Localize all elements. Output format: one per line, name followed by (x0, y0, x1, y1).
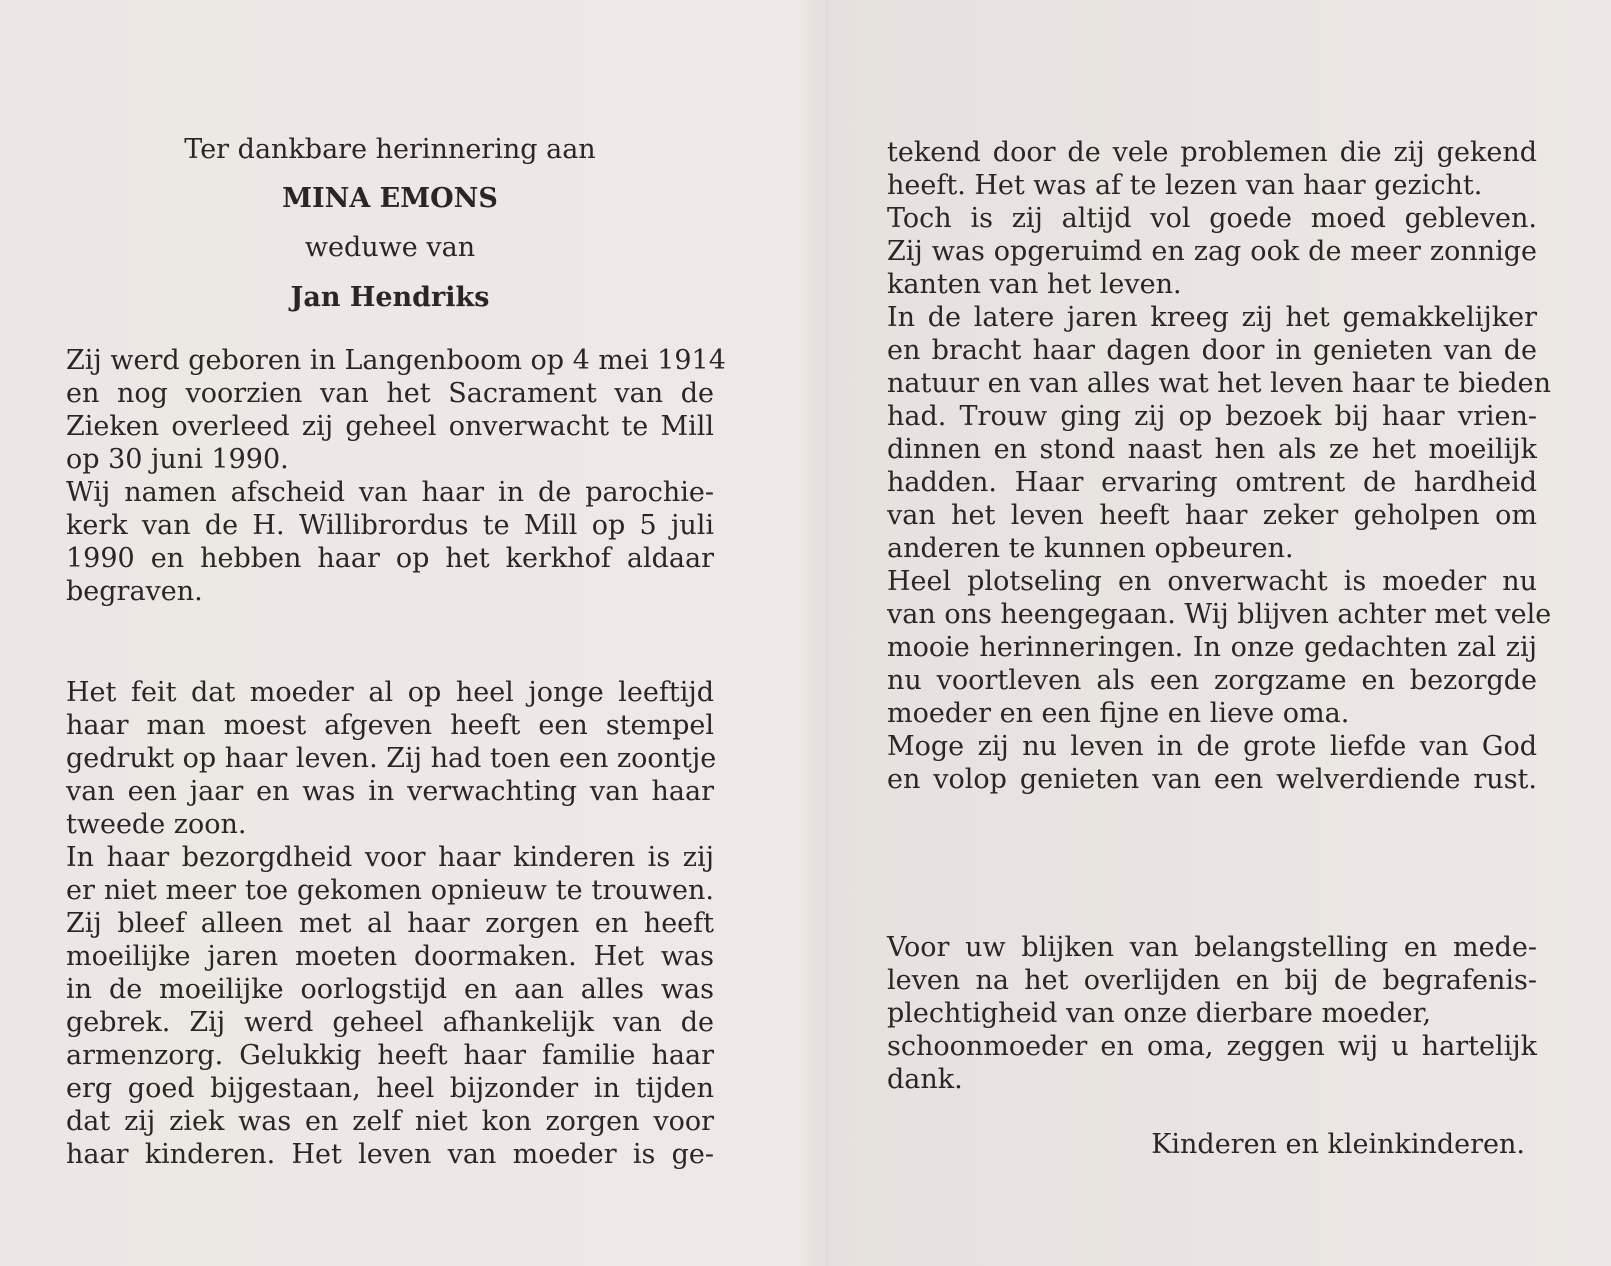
right-page (887, 136, 1552, 1161)
text-line: In haar bezorgdheid voor haar kinderen is zij (66, 842, 714, 873)
text-line: kanten van het leven. (887, 269, 1182, 300)
text-line: kerk van de H. Willibrordus te Mill op 5 juli (66, 510, 714, 541)
text-line: haar man moest afgeven heeft een stempel (66, 710, 714, 741)
text-line: heeft. Het was af te lezen van haar gezicht. (887, 170, 1483, 201)
text-line: anderen te kunnen opbeuren. (887, 533, 1294, 564)
signoff: Kinderen en kleinkinderen. (1151, 1129, 1525, 1160)
intro-line: Ter dankbare herinnering aan (184, 134, 596, 165)
text-line: van ons heengegaan. Wij blijven achter met vele (887, 599, 1552, 630)
text-line: begraven. (66, 576, 203, 607)
text-line: mooie herinneringen. In onze gedachten zal zij (887, 632, 1537, 663)
thank-you-paragraph (887, 931, 1537, 1096)
text-line: Toch is zij altijd vol goede moed gebleven. (887, 203, 1537, 234)
text-line: op 30 juni 1990. (66, 444, 289, 475)
text-line: erg goed bijgestaan, heel bijzonder in tijden (66, 1073, 714, 1104)
text-line: gedrukt op haar leven. Zij had toen een zoontje (66, 743, 717, 774)
text-line: en nog voorzien van het Sacrament van de (66, 378, 714, 409)
life-story-paragraph (66, 676, 717, 1171)
deceased-name: MINA EMONS (282, 183, 498, 214)
text-line: Moge zij nu leven in de grote liefde van God (887, 731, 1537, 762)
birth-death-paragraph (66, 344, 726, 608)
text-line: Wij namen afscheid van haar in de parochie- (66, 477, 714, 508)
text-line: moeder en een fijne en lieve oma. (887, 698, 1350, 729)
text-line: schoonmoeder en oma, zeggen wij u hartelijk (887, 1031, 1537, 1062)
text-line: Zieken overleed zij geheel onverwacht te Mill (66, 411, 714, 442)
text-line: tweede zoon. (66, 809, 247, 840)
life-story-continued (887, 136, 1552, 796)
text-line: hadden. Haar ervaring omtrent de hardheid (887, 467, 1537, 498)
relation-line: weduwe van (304, 232, 476, 263)
text-line: Voor uw blijken van belangstelling en mede- (887, 932, 1537, 963)
text-line: Zij bleef alleen met al haar zorgen en heeft (66, 908, 714, 939)
text-line: Het feit dat moeder al op heel jonge leeftijd (66, 677, 714, 708)
text-line: en bracht haar dagen door in genieten van de (887, 335, 1537, 366)
text-line: en volop genieten van een welverdiende rust. (887, 764, 1537, 795)
text-line: van een jaar en was in verwachting van haar (66, 776, 714, 807)
left-page (66, 128, 726, 1171)
text-line: nu voortleven als een zorgzame en bezorgde (887, 665, 1537, 696)
text-line: Zij was opgeruimd en zag ook de meer zonnige (887, 236, 1537, 267)
text-line: dinnen en stond naast hen als ze het moeilijk (887, 434, 1537, 465)
text-line: haar kinderen. Het leven van moeder is ge- (66, 1139, 714, 1170)
text-line: armenzorg. Gelukkig heeft haar familie haar (66, 1040, 714, 1071)
text-line: leven na het overlijden en bij de begrafenis- (887, 965, 1537, 996)
spouse-name: Jan Hendriks (290, 282, 490, 313)
text-line: in de moeilijke oorlogstijd en aan alles was (66, 974, 714, 1005)
text-line: had. Trouw ging zij op bezoek bij haar vrien- (887, 401, 1537, 432)
text-line: dank. (887, 1064, 963, 1095)
center-fold (826, 0, 828, 1266)
text-line: 1990 en hebben haar op het kerkhof aldaar (66, 543, 714, 574)
text-line: Zij werd geboren in Langenboom op 4 mei 1914 (66, 345, 726, 376)
text-line: er niet meer toe gekomen opnieuw te trouwen. (66, 875, 714, 906)
text-line: plechtigheid van onze dierbare moeder, (887, 998, 1432, 1029)
text-line: In de latere jaren kreeg zij het gemakkelijker (887, 302, 1537, 333)
text-line: natuur en van alles wat het leven haar te bieden (887, 368, 1551, 399)
text-line: tekend door de vele problemen die zij gekend (887, 137, 1537, 168)
text-line: van het leven heeft haar zeker geholpen om (887, 500, 1537, 531)
text-line: moeilijke jaren moeten doormaken. Het was (66, 941, 714, 972)
text-line: dat zij ziek was en zelf niet kon zorgen voor (66, 1106, 714, 1137)
text-line: Heel plotseling en onverwacht is moeder nu (887, 566, 1537, 597)
text-line: gebrek. Zij werd geheel afhankelijk van de (66, 1007, 714, 1038)
